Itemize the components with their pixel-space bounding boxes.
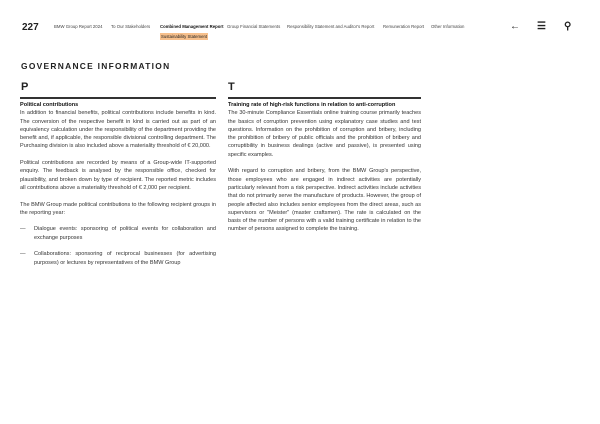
paragraph: With regard to corruption and bribery, from the BMW Group's perspective, those employees who are engaged in indirect activities are potentially particularly relevant from a risk perspective. Indirect activities include activities that do not primarily serve the manufacture of products. However, the group of people affected also includes senior employees from the direct areas, such as supervisors or "Meister" (master craftsmen). The rate is calculated on the basis of the number of persons with a valid training certificate in relation to the number of persons assigned to complete the training.	[228, 168, 421, 233]
heading-political-contributions: Political contributions	[20, 102, 79, 108]
divider	[20, 97, 216, 99]
right-column	[228, 101, 421, 242]
list-item-text: Dialogue events: sponsoring of political events for collaboration and exchange purposes	[34, 226, 216, 241]
nav-combined-management-report[interactable]: Combined Management Report	[160, 24, 224, 29]
list-item	[20, 225, 216, 242]
paragraph: In addition to financial benefits, political contributions include benefits in kind. The conversion of the respective benefit in kind is carried out as part of an equivalency calculation under the responsibility of the department providing the benefit and, if applicable, the responsible divisional controlling department. The Purchasing division is also included above a materiality threshold of € 20,000.	[20, 110, 216, 150]
paragraph: Political contributions are recorded by means of a Group-wide IT-supported enquiry. The feedback is analysed by the responsible office, checked for plausibility, and broken down by type of recipient. The reported metric includes all contributions above a materiality threshold of € 2,000 per recipient.	[20, 160, 216, 191]
nav-group-report[interactable]: BMW Group Report 2024	[54, 24, 103, 29]
nav-other-information[interactable]: Other Information	[431, 24, 465, 29]
paragraph: The 30-minute Compliance Essentials online training course primarily teaches the basics of corruption prevention using explanatory case studies and test questions. Information on the prohibition of corruption and bribery, including the prohibition of bribery of public officials and the prohibition of bribery and corruptibility in business dealings (active and passive), is presented using specific examples.	[228, 110, 421, 158]
arrow-left-icon[interactable]: ←	[510, 21, 520, 32]
nav-remuneration-report[interactable]: Remuneration Report	[383, 24, 425, 29]
left-column	[20, 101, 216, 275]
nav-responsibility-statement[interactable]: Responsibility Statement and Auditor's Report	[287, 24, 375, 29]
paragraph: The BMW Group made political contributions to the following recipient groups in the reporting year:	[20, 201, 216, 216]
page-number: 227	[22, 22, 39, 33]
nav-sustainability-statement[interactable]: Sustainability Statement	[161, 34, 208, 39]
nav-financial-statements[interactable]: Group Financial Statements	[227, 24, 281, 29]
list-item-text: Collaborations: sponsoring of reciprocal businesses (for advertising purposes) or lectures by representatives of the BMW Group	[34, 251, 216, 266]
menu-icon[interactable]: ☰	[537, 21, 546, 32]
section-title: GOVERNANCE INFORMATION	[21, 61, 171, 71]
index-letter-t: T	[228, 81, 235, 93]
list-item	[20, 250, 216, 267]
nav-stakeholders[interactable]: To Our Stakeholders	[111, 24, 151, 29]
heading-training-rate: Training rate of high-risk functions in relation to anti-corruption	[228, 102, 396, 108]
divider	[228, 97, 421, 99]
bullet-dash: —	[20, 226, 26, 233]
index-letter-p: P	[21, 81, 29, 93]
search-icon[interactable]: ⚲	[564, 21, 572, 32]
bullet-dash: —	[20, 251, 26, 258]
